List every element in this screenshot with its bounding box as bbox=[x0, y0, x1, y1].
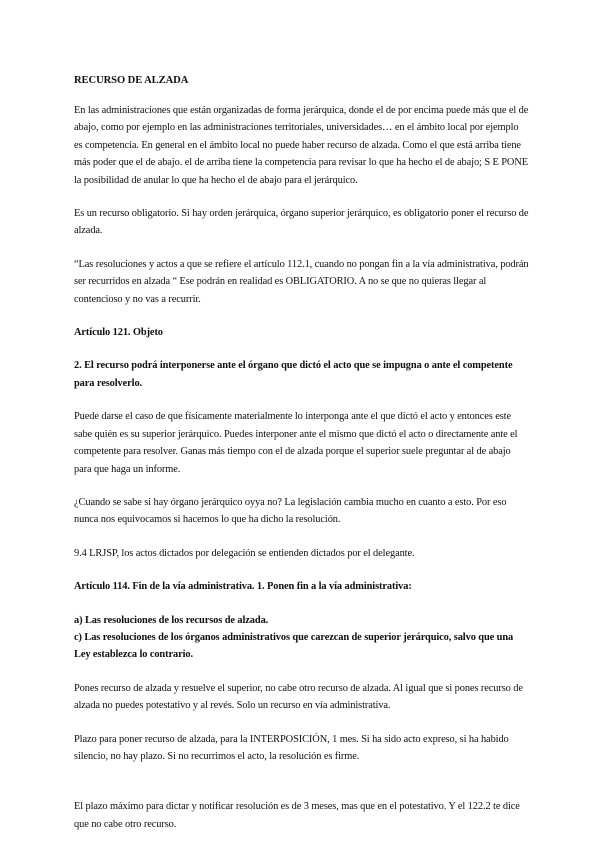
paragraph-intro: En las administraciones que están organizadas de forma jerárquica, donde el de por encima puede más que el de abajo, como por ejemplo en las administraciones territoriales, universidades… en el ámbito local por ejemplo es competencia. En general en el ámbito local no puede haber recurso de alzada. Como el que está arriba tiene más poder que el de abajo. el de arriba tiene la competencia para revisar lo que ha hecho el de abajo; S E PONE la posibilidad de anular lo que ha hecho el de abajo para el jerárquico. bbox=[74, 105, 529, 186]
document-title: RECURSO DE ALZADA bbox=[74, 75, 189, 86]
paragraph-point-2: 2. El recurso podrá interponerse ante el órgano que dictó el acto que se impugna o ante el competente para resolverlo. bbox=[74, 360, 513, 389]
paragraph-jerarquico: ¿Cuando se sabe si hay órgano jerárquico oyya no? La legislación cambia mucho en cuanto a esto. Por eso nunca nos equivocamos si hacemos lo que ha dicho la resolución. bbox=[74, 496, 507, 526]
paragraph-plazo: Plazo para poner recurso de alzada, para la INTERPOSICIÓN, 1 mes. Si ha sido acto expreso, si ha habido silencio, no hay plazo. Si no recurrimos el acto, la resolución es firme. bbox=[74, 733, 509, 762]
list-item-a: a) Las resoluciones de los recursos de alzada. bbox=[74, 614, 269, 626]
paragraph-obligatorio: Es un recurso obligatorio. Si hay orden jerárquica, órgano superior jerárquico, es obligatorio poner el recurso de alzada. bbox=[74, 208, 529, 237]
document-page bbox=[74, 72, 529, 833]
list-item-c: c) Las resoluciones de los órganos administrativos que carezcan de superior jerárquico, salvo que una Ley establezca lo contrario. bbox=[74, 631, 514, 661]
heading-articulo-121: Artículo 121. Objeto bbox=[74, 327, 163, 339]
heading-articulo-114: Artículo 114. Fin de la vía administrativa. 1. Ponen fin a la vía administrativa: bbox=[74, 581, 412, 593]
paragraph-delegacion: 9.4 LRJSP, los actos dictados por delegación se entienden dictados por el delegante. bbox=[74, 547, 415, 559]
paragraph-unico-recurso: Pones recurso de alzada y resuelve el superior, no cabe otro recurso de alzada. Al igual que si pones recurso de alzada no puedes potestativo y al revés. Solo un recurso en vía administrativa. bbox=[74, 682, 523, 712]
paragraph-interposicion: Puede darse el caso de que físicamente materialmente lo interponga ante el que dictó el acto y entonces este sabe quién es su superior jerárquico. Puedes interponer ante el mismo que dictó el acto o directamente ante el competente para resolver. Ganas más tiempo con el de alzada porque el superior suele preguntar al de abajo para que haga un informe. bbox=[74, 411, 518, 475]
paragraph-plazo-maximo: El plazo máximo para dictar y notificar resolución es de 3 meses, mas que en el potestativo. Y el 122.2 te dice que no cabe otro recurso. bbox=[74, 801, 520, 830]
paragraph-quote: “Las resoluciones y actos a que se refiere el artículo 112.1, cuando no pongan fin a la vía administrativa, podrán ser recurridos en alzada “ Ese podrán en realidad es OBLIGATORIO. A no se que no quieras llegar al contencioso y no vas a recurrir. bbox=[74, 258, 529, 305]
